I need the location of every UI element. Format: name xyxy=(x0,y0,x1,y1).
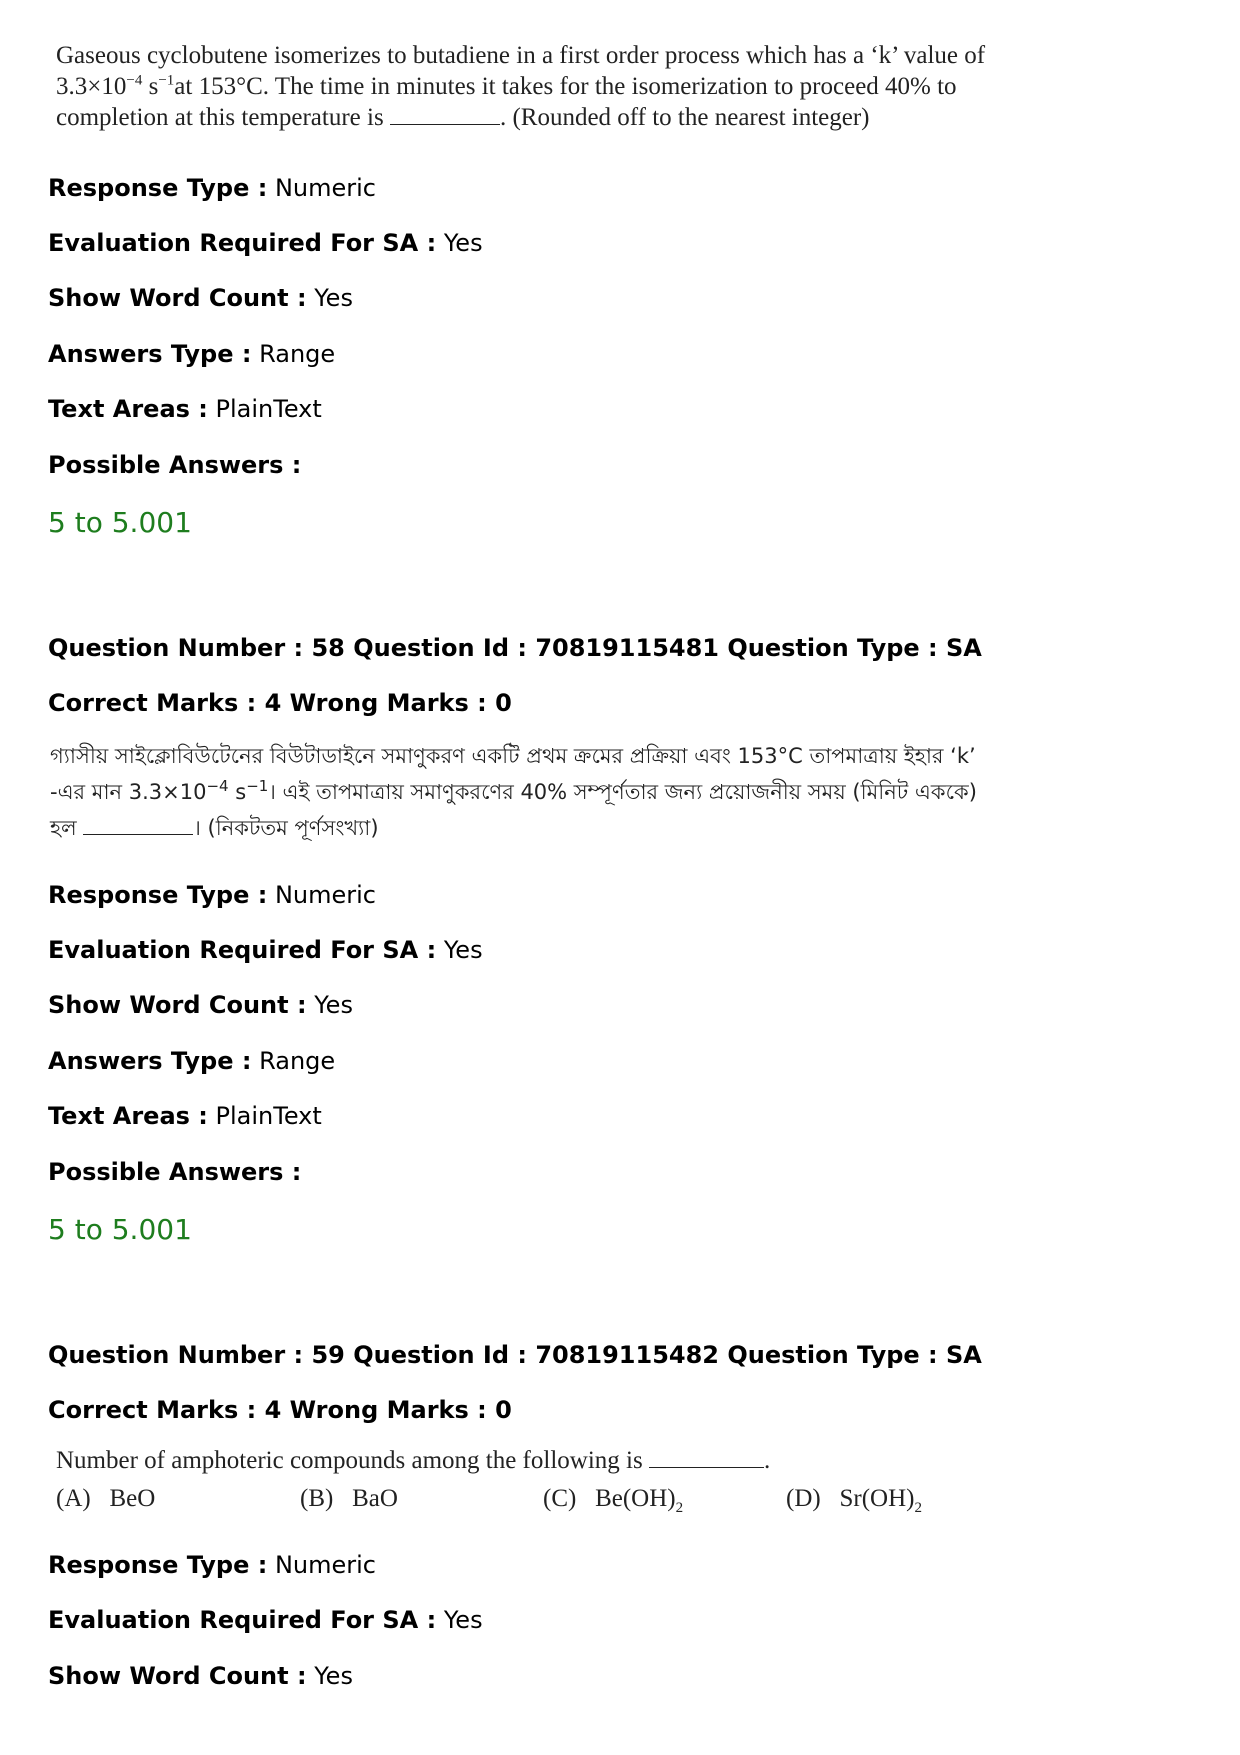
q57-possible-answers-label: Possible Answers : xyxy=(48,451,302,479)
q58-possible-answers-label: Possible Answers : xyxy=(48,1158,302,1186)
question-58-text xyxy=(50,740,977,850)
q59-evaluation-required: Evaluation Required For SA : Yes xyxy=(48,1606,483,1634)
q59-response-type: Response Type : Numeric xyxy=(48,1551,376,1579)
option-c: (C) $Be(OH)_2$ xyxy=(543,1485,684,1516)
answer-blank xyxy=(83,814,193,835)
q59-show-word-count: Show Word Count : Yes xyxy=(48,1662,353,1690)
q57-show-word-count: Show Word Count : Yes xyxy=(48,284,353,312)
q58-marks: Correct Marks : 4 Wrong Marks : 0 xyxy=(48,689,512,717)
question-57-text xyxy=(56,40,986,140)
question-58-line-1: গ্যাসীয় সাইক্লোবিউটেনের বিউটাডাইনে সমাণুকরণ একটি প্রথম ক্রমের প্রক্রিয়া এবং 153°C তাপমাত্রায় ইহার ‘k’ xyxy=(50,744,976,768)
answer-blank xyxy=(649,1447,764,1468)
question-57-line-2: $3.3\times 10^{-4}$ $s^{-1}at$ 153°C. The time in minutes it takes for the isomerization to proceed 40% to xyxy=(56,72,957,100)
question-58-line-3: হল । (নিকটতম পূর্ণসংখ্যা) xyxy=(50,816,379,840)
option-d: (D) $Sr(OH)_2$ xyxy=(786,1485,922,1516)
q58-header: Question Number : 58 Question Id : 70819115481 Question Type : SA xyxy=(48,634,982,662)
q59-marks: Correct Marks : 4 Wrong Marks : 0 xyxy=(48,1396,512,1424)
q57-response-type: Response Type : Numeric xyxy=(48,174,376,202)
question-57-line-1: Gaseous cyclobutene isomerizes to butadiene in a first order process which has a ‘k’ value of xyxy=(56,42,986,69)
q57-text-areas: Text Areas : PlainText xyxy=(48,395,322,423)
q58-text-areas: Text Areas : PlainText xyxy=(48,1102,322,1130)
q57-possible-answer: 5 to 5.001 xyxy=(48,506,192,539)
q59-header: Question Number : 59 Question Id : 70819115482 Question Type : SA xyxy=(48,1341,982,1369)
q57-evaluation-required: Evaluation Required For SA : Yes xyxy=(48,229,483,257)
answer-blank xyxy=(390,104,500,125)
q58-possible-answer: 5 to 5.001 xyxy=(48,1213,192,1246)
question-59-line-1: Number of amphoteric compounds among the following is . xyxy=(56,1447,771,1474)
q58-answers-type: Answers Type : Range xyxy=(48,1047,336,1075)
q58-evaluation-required: Evaluation Required For SA : Yes xyxy=(48,936,483,964)
question-58-line-2: -এর মান $3.3\times 10^{-4}$ $s^{-1}।$ এই তাপমাত্রায় সমাণুকরণের 40% সম্পূর্ণতার জন্য প্রয়োজনীয় সময় (মিনিট এককে) xyxy=(50,777,977,804)
q58-response-type: Response Type : Numeric xyxy=(48,881,376,909)
option-a: (A) BeO xyxy=(56,1485,156,1512)
q57-answers-type: Answers Type : Range xyxy=(48,340,336,368)
option-b: (B) BaO xyxy=(300,1485,398,1512)
question-59-text xyxy=(56,1445,956,1525)
q58-show-word-count: Show Word Count : Yes xyxy=(48,991,353,1019)
question-57-line-3: completion at this temperature is . (Rounded off to the nearest integer) xyxy=(56,104,870,131)
